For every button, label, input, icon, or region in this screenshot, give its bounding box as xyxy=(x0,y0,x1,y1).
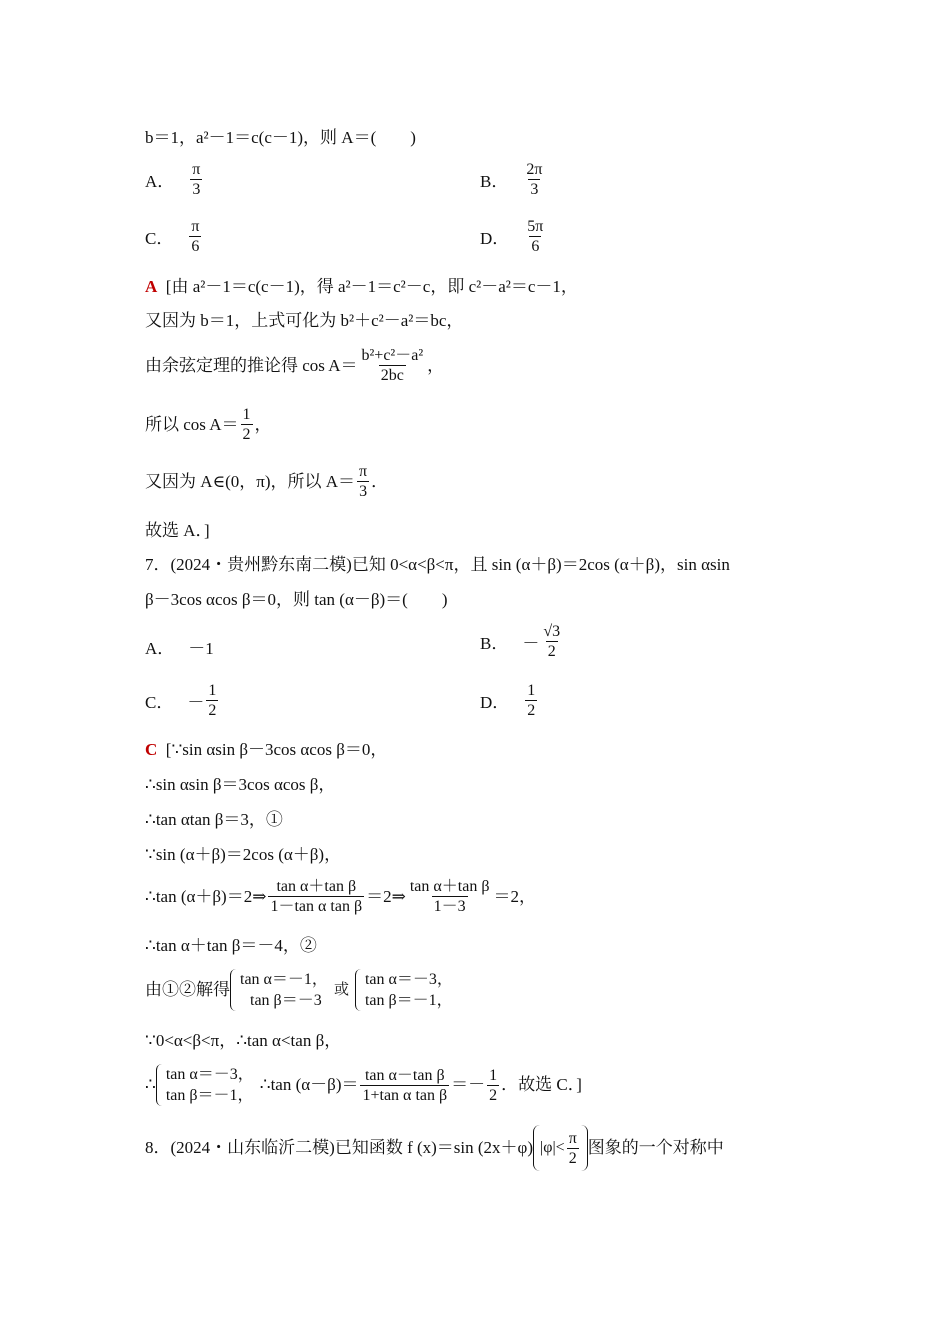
condition-paren xyxy=(533,1125,588,1171)
fraction: $\frac{√3}{2}$ xyxy=(543,623,561,660)
fraction: $\frac{1}{2}$ xyxy=(208,682,217,719)
sign: － xyxy=(522,634,540,653)
fraction: $\frac{\pi}{3}$ xyxy=(359,463,368,500)
q6-explanation-5 xyxy=(145,462,388,501)
option-label: B． xyxy=(480,172,509,191)
q6-option-a xyxy=(145,160,204,199)
option-label: B． xyxy=(480,634,509,653)
fraction: $\frac{\text{tan α－tan β}}{\text{1+tan α tan β}}$ xyxy=(362,1066,448,1104)
q7-solution-7 xyxy=(145,969,453,1011)
q7-solution-5 xyxy=(145,877,536,916)
q6-stem-tail: b＝1，a²－1＝c(c－1)，则 A＝( ) xyxy=(145,128,416,147)
explanation-text: 又因为 A∈(0，π)，所以 A＝ xyxy=(145,471,356,491)
explanation-text: 由余弦定理的推论得 cos A＝ xyxy=(145,355,358,375)
condition-text: |φ|< xyxy=(540,1139,565,1156)
option-label: C． xyxy=(145,693,174,712)
fraction: $\frac{2\pi}{3}$ xyxy=(526,161,543,198)
q7-solution-9 xyxy=(145,1064,582,1106)
q7-solution-1 xyxy=(145,739,387,761)
fraction: $\frac{5\pi}{6}$ xyxy=(527,218,544,255)
q7-solution-2: ∴sin αsin β＝3cos αcos β， xyxy=(145,775,336,794)
q7-solution-3: ∴tan αtan β＝3，① xyxy=(145,810,283,829)
punct: ． xyxy=(371,471,389,491)
or-word: 或 xyxy=(333,982,349,998)
q7-stem-2: β－3cos αcos β＝0，则 tan (α－β)＝( ) xyxy=(145,590,448,609)
option-value: －1 xyxy=(188,639,214,658)
fraction: $\frac{\pi}{6}$ xyxy=(191,218,200,255)
solution-text: [∵sin αsin β－3cos αcos β＝0， xyxy=(165,740,388,759)
equation-system: tan α＝－3， tan β＝－1， xyxy=(355,969,453,1011)
punct: ， xyxy=(254,414,272,434)
q7-option-c xyxy=(145,681,220,720)
equation-system: tan α＝－1， tan β＝－3 xyxy=(230,969,328,1011)
answer-letter: C xyxy=(145,740,158,759)
fraction: $\frac{1}{2}$ xyxy=(242,406,251,443)
explanation-text: [由 a²－1＝c(c－1)，得 a²－1＝c²－c，即 c²－a²＝c－1， xyxy=(165,277,578,296)
q6-option-b xyxy=(480,160,546,199)
q6-option-d xyxy=(480,217,547,256)
q6-explanation-6: 故选 A．] xyxy=(145,521,210,540)
therefore: ∴ xyxy=(145,1075,156,1094)
q7-solution-6: ∴tan α＋tan β＝－4，② xyxy=(145,936,317,955)
q6-explanation-3 xyxy=(145,346,444,385)
option-label: D． xyxy=(480,229,510,248)
fraction: $\frac{1}{2}$ xyxy=(527,682,536,719)
q7-solution-4: ∵sin (α＋β)＝2cos (α＋β)， xyxy=(145,845,342,864)
fraction: $\frac{\pi}{3}$ xyxy=(192,161,201,198)
question-text: 图象的一个对称中 xyxy=(587,1138,724,1157)
q7-option-b xyxy=(480,622,564,661)
fraction: $\frac{\text{tan α＋tan β}}{1-3}$ xyxy=(409,878,490,915)
q6-explanation-4 xyxy=(145,405,272,444)
answer-letter: A xyxy=(145,277,158,296)
solution-text: ＝－ xyxy=(451,1075,486,1094)
option-label: A． xyxy=(145,639,175,658)
option-label: A． xyxy=(145,172,175,191)
q7-option-a xyxy=(145,634,214,659)
solution-text: ∴tan (α－β)＝ xyxy=(259,1075,359,1094)
solution-text: 由①②解得 xyxy=(145,980,230,999)
solution-text: ∴tan (α＋β)＝2⇒ xyxy=(145,886,267,906)
fraction: $\frac{1}{2}$ xyxy=(489,1066,498,1104)
sign: － xyxy=(187,693,205,712)
equation-system: tan α＝－3， tan β＝－1， xyxy=(156,1064,254,1106)
q7-solution-8: ∵0<α<β<π，∴tan α<tan β， xyxy=(145,1031,342,1050)
cos-rule-fraction: $\frac{\text{b²+c²－a²}}{2bc}$ xyxy=(361,347,424,384)
q6-option-c xyxy=(145,217,203,256)
question-text: 8．(2024・山东临沂二模)已知函数 f (x)＝sin (2x＋φ) xyxy=(145,1138,534,1157)
q8-stem xyxy=(145,1125,724,1171)
solution-text: ．故选 C．] xyxy=(501,1075,582,1094)
punct: ， xyxy=(427,355,445,375)
fraction: $\frac{\text{tan α＋tan β}}{\text{1－tan α tan β}}$ xyxy=(270,878,363,915)
q6-explanation-1 xyxy=(145,276,578,298)
q7-option-d xyxy=(480,681,539,720)
solution-text: ＝2， xyxy=(493,886,536,906)
q7-stem-1: 7．(2024・贵州黔东南二模)已知 0<α<β<π，且 sin (α＋β)＝2cos (α＋β)，sin αsin xyxy=(145,555,730,574)
option-label: D． xyxy=(480,693,510,712)
fraction: $\frac{\pi}{2}$ xyxy=(568,1129,577,1167)
solution-text: ＝2⇒ xyxy=(366,886,406,906)
option-label: C． xyxy=(145,229,174,248)
explanation-text: 所以 cos A＝ xyxy=(145,414,239,434)
q6-explanation-2: 又因为 b＝1，上式可化为 b²＋c²－a²＝bc， xyxy=(145,311,464,330)
